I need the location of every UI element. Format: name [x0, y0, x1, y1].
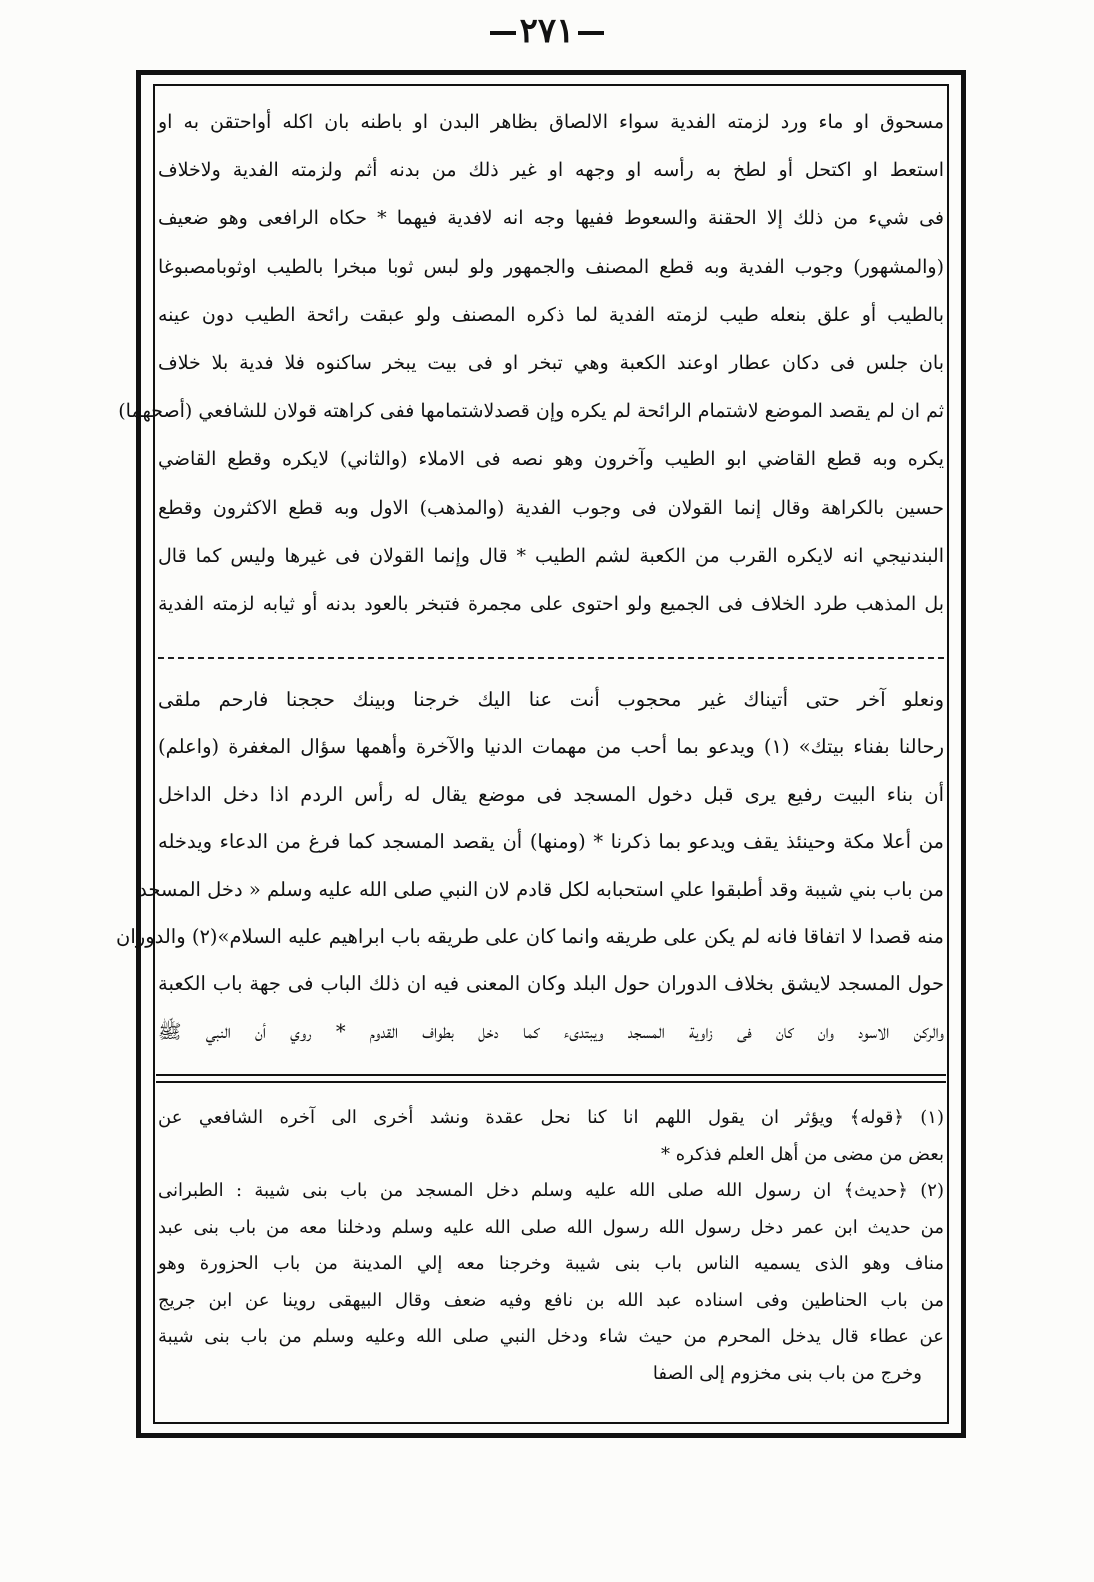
footnote-line: من باب الحناطين وفى اسناده عبد الله بن نافع وفيه ضعف وقال البيهقى روينا عن ابن جريج	[158, 1289, 944, 1311]
main-text-line: والركن الاسود وان كان فى زاوية المسجد ويبتدىء كما دخل بطواف القدوم * روي أن النبي ﷺ	[158, 1019, 944, 1043]
footnote-line: من حديث ابن عمر دخل رسول الله رسول الله صلى الله عليه وسلم ودخلنا معه من باب بنى عبد	[158, 1216, 944, 1238]
main-text-line: من باب بني شيبة وقد أطبقوا علي استحبابه لكل قادم لان النبي صلى الله عليه وسلم « دخل المسجد	[138, 877, 944, 901]
footnote-line: (١) ﴿قوله﴾ ويؤثر ان يقول اللهم انا كنا نحل عقدة ونشد أخرى الى آخره الشافعي عن	[158, 1107, 944, 1128]
commentary-line: بالطيب أو علق بنعله طيب لزمته الفدية لما ذكره المصنف ولو عبقت رائحة الطيب دون عينه	[158, 303, 944, 326]
footnote-line: (٢) ﴿حديث﴾ ان رسول الله صلى الله عليه وسلم دخل المسجد من باب بنى شيبة : الطبرانى	[158, 1180, 944, 1201]
commentary-line: يكره وبه قطع القاضي ابو الطيب وآخرون وهو نصه فى الاملاء (والثاني) لايكره وقطع القاضي	[158, 448, 944, 471]
commentary-line: مسحوق او ماء ورد لزمته الفدية سواء الالصاق بظاهر البدن او باطنه بان اكله أواحتقن به او	[158, 111, 944, 133]
commentary-line: بان جلس فى دكان عطار اوعند الكعبة وهي تبخر او فى بيت يبخر ساكنوه فلا فدية بلا خلاف	[158, 351, 944, 374]
footnotes-section	[158, 1100, 944, 1392]
commentary-line: استعط او اكتحل أو لطخ به رأسه او وجهه او غير ذلك من بدنه أثم ولزمته الفدية ولاخلاف	[158, 159, 944, 182]
main-text-line: حول المسجد لايشق بخلاف الدوران حول البلد وكان المعنى فيه ان ذلك الباب فى جهة باب الكعبة	[158, 972, 944, 996]
commentary-section	[118, 98, 944, 628]
main-text-line: أن بناء البيت رفيع يرى قبل دخول المسجد فى موضع يقال له رأس الردم اذا دخل الداخل	[158, 782, 944, 806]
commentary-line: ثم ان لم يقصد الموضع لاشتمام الرائحة لم يكره وإن قصدلاشتمامها ففى كراهته قولان للشافعي (أصحهما)	[118, 400, 944, 423]
main-text-section	[116, 676, 944, 1055]
commentary-line: البندنيجي انه لايكره القرب من الكعبة لشم الطيب * قال وإنما القولان فى غيرها وليس كما قال	[158, 544, 944, 567]
footnote-line: عن عطاء قال يدخل المحرم من حيث شاء ودخل النبي صلى الله وعليه وسلم من باب بنى شيبة	[158, 1326, 944, 1347]
commentary-line: بل المذهب طرد الخلاف فى الجميع ولو احتوى على مجمرة فتبخر بالعود بدنه أو ثيابه لزمته الفدية	[158, 592, 944, 615]
main-text-line: منه قصدا لا اتفاقا فانه لم يكن على طريقه وانما كان على طريقه باب ابراهيم عليه السلام»(٢) والدوران	[116, 924, 944, 948]
section-divider-dashed	[158, 657, 944, 659]
footnote-line: بعض من مضى من أهل العلم فذكره *	[661, 1143, 944, 1165]
footnote-line: مناف وهو الذى يسميه الناس باب بنى شيبة وخرجنا معه إلي المدينة من باب الحزورة وهو	[158, 1253, 944, 1274]
footnote-line: وخرج من باب بنى مخزوم إلى الصفا	[652, 1362, 922, 1384]
commentary-line: (والمشهور) وجوب الفدية وبه قطع المصنف والجمهور ولو لبس ثوبا مبخرا بالطيب اوثوبامصبوغا	[158, 255, 944, 278]
page-number: ٢٧١	[0, 14, 1094, 48]
main-text-line: رحالنا بفناء بيتك» (١) ويدعو بما أحب من مهمات الدنيا والآخرة وأهمها سؤال المغفرة (واعلم)	[158, 735, 944, 759]
commentary-line: حسين بالكراهة وقال إنما القولان فى وجوب الفدية (والمذهب) الاول وبه قطع الاكثرون وقطع	[158, 496, 944, 519]
main-text-line: ونعلو آخر حتى أتيناك غير محجوب أنت عنا اليك خرجنا وبينك حججنا فارحم ملقى	[158, 688, 944, 711]
footnote-divider-rule	[156, 1081, 946, 1083]
footnote-divider-rule	[156, 1074, 946, 1076]
commentary-line: فى شيء من ذلك إلا الحقنة والسعوط ففيها وجه انه لافدية فيهما * حكاه الرافعى وهو ضعيف	[158, 207, 944, 230]
main-text-line: من أعلا مكة وحينئذ يقف ويدعو بما ذكرنا * (ومنها) أن يقصد المسجد كما فرغ من الدعاء ويدخله	[158, 830, 944, 854]
